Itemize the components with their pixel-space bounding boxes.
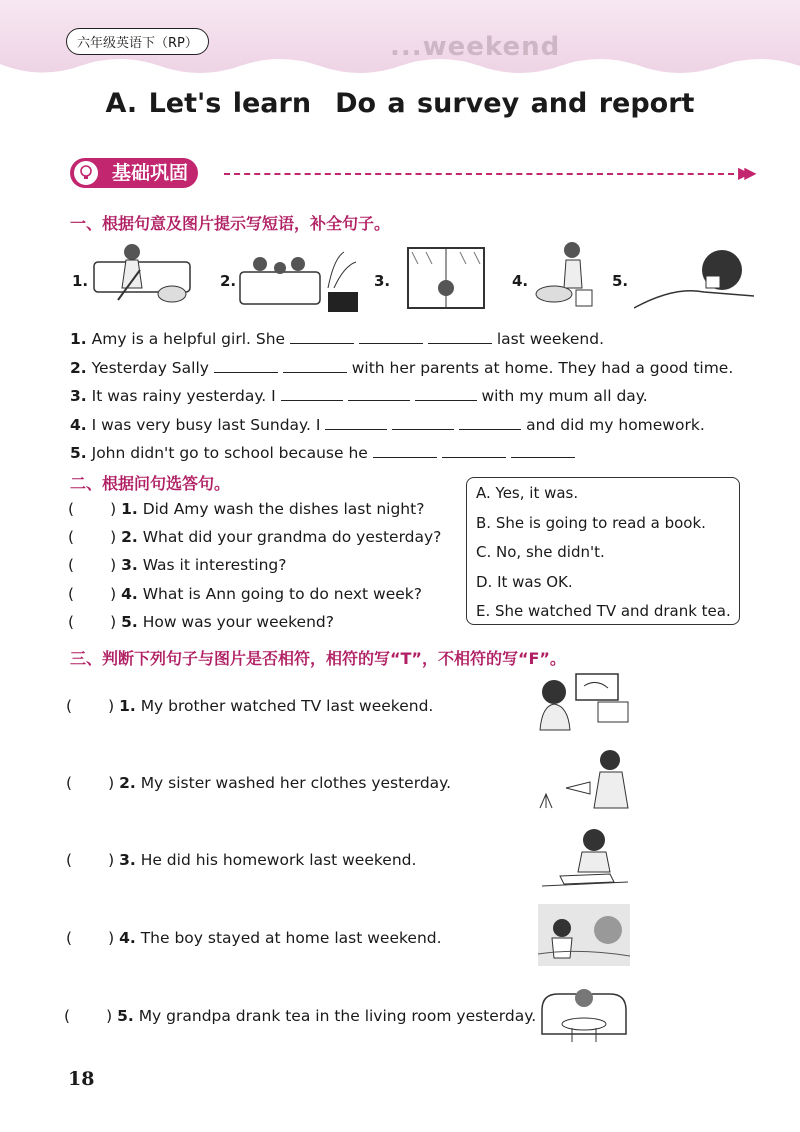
option-e: E. She watched TV and drank tea. [476, 602, 731, 620]
lightbulb-icon [72, 159, 100, 187]
picture-family-watching-tv [236, 248, 364, 314]
badge-label: 基础巩固 [112, 162, 189, 184]
page-number: 18 [68, 1068, 95, 1090]
pic-label-3: 3. [374, 272, 391, 290]
question-row-5: ( ) 5. How was your weekend? [68, 613, 334, 631]
fill-sentence-1: 1. Amy is a helpful girl. She last weekend. [70, 330, 604, 348]
picture-sick-boy-in-bed [634, 246, 754, 316]
section3-heading: 三、判断下列句子与图片是否相符，相符的写“T”，不相符的写“F”。 [70, 649, 566, 668]
question-row-1: ( ) 1. Did Amy wash the dishes last night? [68, 500, 425, 518]
judge-row-2: ( ) 2. My sister washed her clothes yesterday. [66, 774, 452, 792]
double-arrow-icon: ▶▶ [738, 163, 751, 182]
dashed-divider [224, 173, 734, 175]
judge-row-1: ( ) 1. My brother watched TV last weekend. [66, 697, 434, 715]
picture-boy-watching-tv [536, 670, 632, 732]
fill-sentence-2: 2. Yesterday Sally with her parents at home. They had a good time. [70, 359, 734, 377]
answer-slot[interactable] [72, 774, 108, 788]
option-b: B. She is going to read a book. [476, 514, 706, 532]
answer-slot[interactable] [74, 556, 110, 570]
answer-slot[interactable] [72, 851, 108, 865]
picture-grandpa-drinking-tea [538, 980, 630, 1044]
answer-blank[interactable] [281, 386, 343, 401]
header-watermark: ...weekend [390, 32, 561, 62]
picture-girl-watering-flowers [536, 748, 636, 812]
picture-boy-doing-homework [540, 826, 630, 888]
answer-blank[interactable] [325, 415, 387, 430]
answer-slot[interactable] [72, 697, 108, 711]
picture-sweeping-floor [88, 240, 196, 306]
title-left: A. Let's learn [105, 88, 312, 119]
page-title [0, 88, 800, 119]
section1-heading: 一、根据句意及图片提示写短语，补全句子。 [70, 214, 391, 233]
answer-blank[interactable] [290, 329, 354, 344]
pic-label-4: 4. [512, 272, 529, 290]
answer-blank[interactable] [283, 358, 347, 373]
pic-label-5: 5. [612, 272, 629, 290]
answer-blank[interactable] [428, 329, 492, 344]
picture-washing-clothes [532, 238, 602, 314]
option-c: C. No, she didn't. [476, 543, 605, 561]
option-d: D. It was OK. [476, 573, 573, 591]
judge-row-4: ( ) 4. The boy stayed at home last weekend. [66, 929, 442, 947]
question-row-4: ( ) 4. What is Ann going to do next week? [68, 585, 422, 603]
answer-blank[interactable] [359, 329, 423, 344]
answer-blank[interactable] [442, 443, 506, 458]
answer-slot[interactable] [70, 1007, 106, 1021]
option-a: A. Yes, it was. [476, 484, 579, 502]
fill-sentence-3: 3. It was rainy yesterday. I with my mum all day. [70, 387, 648, 405]
section2-heading: 二、根据问句选答句。 [70, 474, 231, 493]
answer-blank[interactable] [415, 386, 477, 401]
question-row-3: ( ) 3. Was it interesting? [68, 556, 287, 574]
judge-row-5: ( ) 5. My grandpa drank tea in the living room yesterday. [64, 1007, 537, 1025]
picture-rainy-window [400, 240, 492, 314]
picture-boy-in-park [538, 904, 630, 966]
fill-sentence-4: 4. I was very busy last Sunday. I and did my homework. [70, 416, 705, 434]
title-right: Do a survey and report [335, 88, 695, 119]
answer-blank[interactable] [214, 358, 278, 373]
question-row-2: ( ) 2. What did your grandma do yesterday? [68, 528, 442, 546]
answer-slot[interactable] [74, 585, 110, 599]
answer-slot[interactable] [74, 528, 110, 542]
answer-slot[interactable] [72, 929, 108, 943]
section-badge [70, 158, 198, 188]
answer-slot[interactable] [74, 500, 110, 514]
answer-blank[interactable] [373, 443, 437, 458]
judge-row-3: ( ) 3. He did his homework last weekend. [66, 851, 417, 869]
answer-blank[interactable] [459, 415, 521, 430]
grade-book-tag: 六年级英语下（RP） [66, 28, 209, 55]
answer-blank[interactable] [348, 386, 410, 401]
answer-blank[interactable] [511, 443, 575, 458]
answer-blank[interactable] [392, 415, 454, 430]
pic-label-2: 2. [220, 272, 237, 290]
fill-sentence-5: 5. John didn't go to school because he [70, 443, 575, 462]
pic-label-1: 1. [72, 272, 89, 290]
answer-slot[interactable] [74, 613, 110, 627]
